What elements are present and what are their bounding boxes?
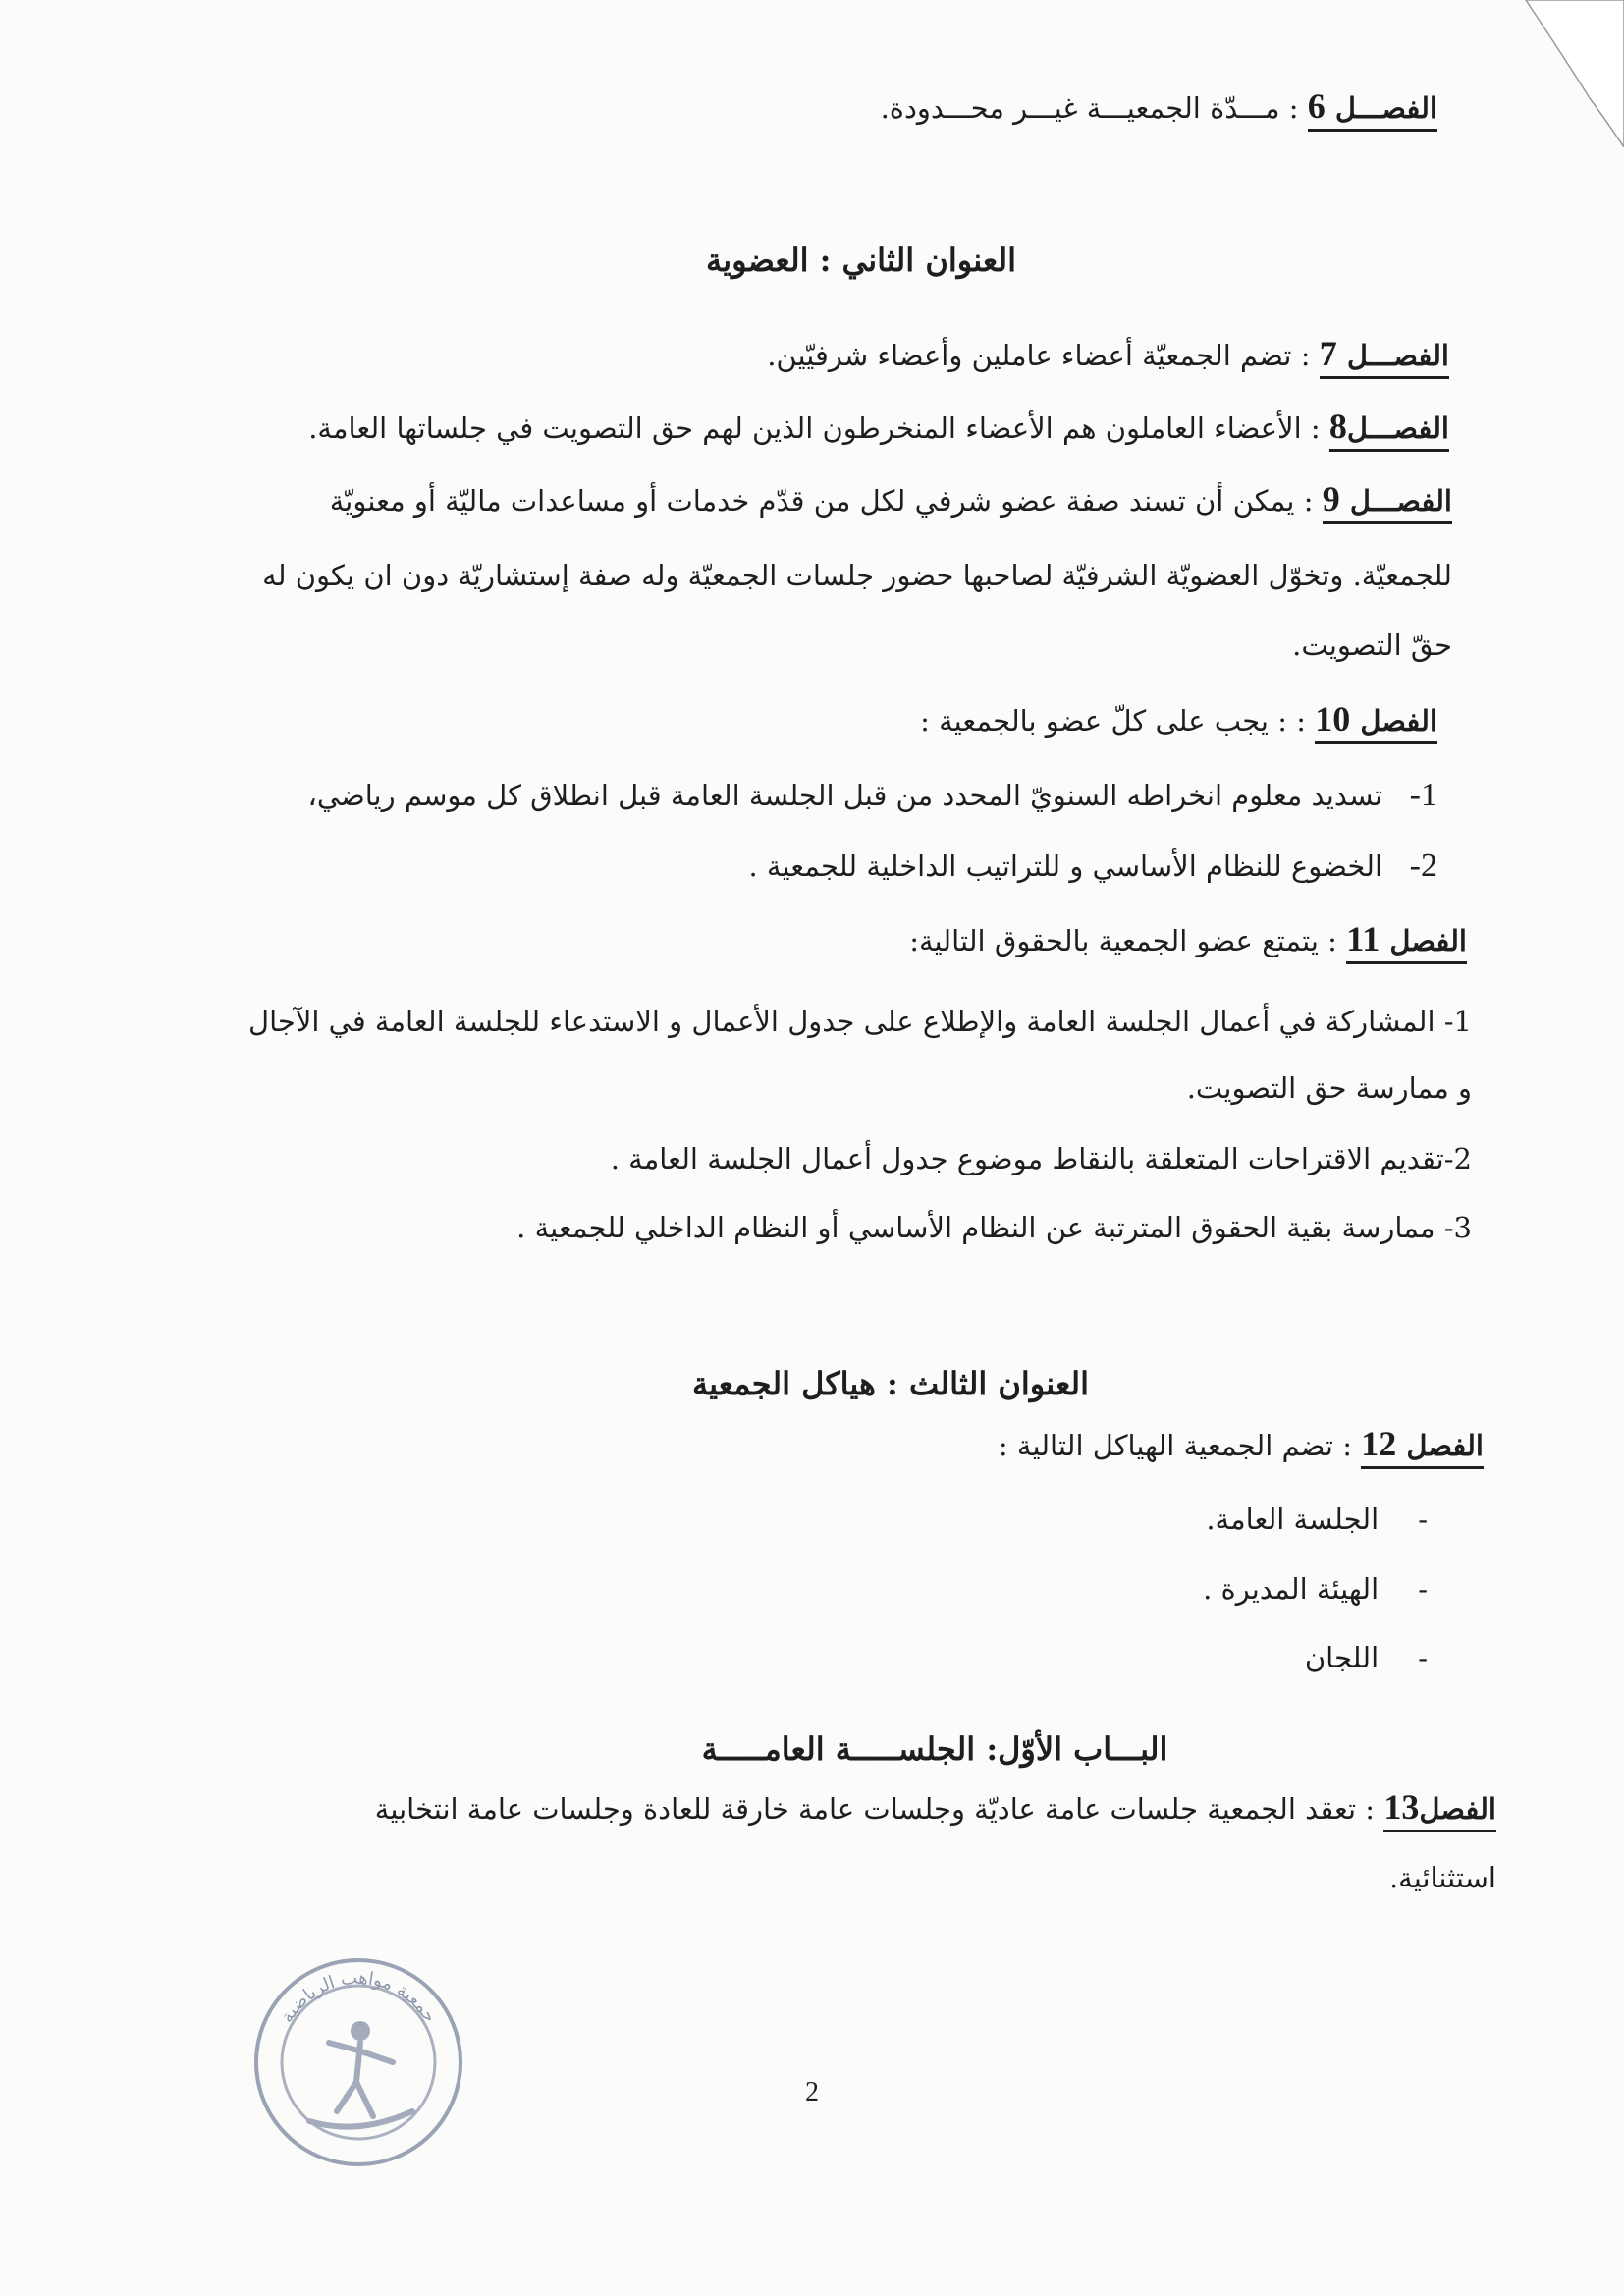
section-title-membership: العنوان الثاني : العضوية bbox=[706, 242, 1016, 279]
article-text: : الأعضاء العاملون هم الأعضاء المنخرطون الذين لهم حق التصويت في جلساتها العامة. bbox=[308, 411, 1321, 445]
article-13-line-2: استثنائية. bbox=[1388, 1861, 1496, 1894]
association-stamp bbox=[250, 1954, 466, 2170]
article-label: الفصل 11 bbox=[1346, 924, 1467, 964]
article-13-line-1 bbox=[375, 1787, 1496, 1829]
article-8 bbox=[308, 407, 1449, 448]
article-11 bbox=[909, 919, 1467, 960]
article-text: : : يجب على كلّ عضو بالجمعية : bbox=[920, 704, 1306, 738]
article-9-line-3: حقّ التصويت. bbox=[1292, 629, 1452, 662]
article-text: : تضم الجمعية الهياكل التالية : bbox=[998, 1429, 1352, 1462]
stamp-text: جمعية مواهب الرياضية bbox=[276, 1967, 441, 2027]
article-11-item-2: 2-تقديم الاقتراحات المتعلقة بالنقاط موضوع جدول أعمال الجلسة العامة . bbox=[610, 1142, 1472, 1175]
article-12-item: -الهيئة المديرة . bbox=[1203, 1572, 1428, 1606]
article-text: : مـــدّة الجمعيـــة غيـــر محـــدودة. bbox=[880, 91, 1299, 125]
article-10-item-1: 1- تسديد معلوم انخراطه السنويّ المحدد من قبل الجلسة العامة قبل انطلاق كل موسم رياضي، bbox=[307, 777, 1437, 813]
article-text: : تضم الجمعيّة أعضاء عاملين وأعضاء شرفيّين. bbox=[767, 339, 1311, 372]
page-number: 2 bbox=[805, 2077, 819, 2107]
article-6 bbox=[881, 86, 1437, 128]
section-title-structures: العنوان الثالث : هياكل الجمعية bbox=[691, 1365, 1090, 1402]
article-label: الفصل 12 bbox=[1361, 1429, 1484, 1469]
article-text: : يتمتع عضو الجمعية بالحقوق التالية: bbox=[909, 924, 1337, 957]
karate-figure-icon bbox=[309, 2021, 412, 2127]
article-text: : تعقد الجمعية جلسات عامة عاديّة وجلسات عامة خارقة للعادة وجلسات عامة انتخابية bbox=[374, 1792, 1376, 1826]
article-12-item: -الجلسة العامة. bbox=[1206, 1503, 1428, 1536]
article-11-item-1a: 1- المشاركة في أعمال الجلسة العامة والإطلاع على جدول الأعمال و الاستدعاء للجلسة العامة في الآجال bbox=[248, 1005, 1472, 1038]
article-label: الفصل13 bbox=[1383, 1792, 1496, 1832]
article-11-item-3: 3- ممارسة بقية الحقوق المترتبة عن النظام الأساسي أو النظام الداخلي للجمعية . bbox=[516, 1211, 1472, 1244]
article-label: الفصـــل 6 bbox=[1308, 91, 1437, 132]
article-label: الفصـــل 9 bbox=[1323, 484, 1452, 524]
article-label: الفصل 10 bbox=[1315, 704, 1437, 744]
article-label: الفصـــل8 bbox=[1329, 411, 1449, 452]
article-12-item: -اللجان bbox=[1304, 1641, 1428, 1674]
article-12 bbox=[999, 1424, 1484, 1465]
article-text: : يمكن أن تسند صفة عضو شرفي لكل من قدّم خدمات أو مساعدات ماليّة أو معنويّة bbox=[329, 484, 1314, 518]
article-10 bbox=[920, 699, 1437, 740]
article-9-line-2: للجمعيّة. وتخوّل العضويّة الشرفيّة لصاحبها حضور جلسات الجمعيّة وله صفة إستشاريّة دون ان يكون له bbox=[262, 559, 1452, 592]
article-9-line-1 bbox=[330, 479, 1452, 520]
article-11-item-1b: و ممارسة حق التصويت. bbox=[1186, 1071, 1472, 1105]
article-7 bbox=[767, 334, 1449, 375]
article-10-item-2: 2- الخضوع للنظام الأساسي و للتراتيب الداخلية للجمعية . bbox=[748, 847, 1437, 884]
article-label: الفصـــل 7 bbox=[1320, 339, 1449, 379]
chapter-title: البـــاب الأوّل: الجلســـــة العامـــــة bbox=[701, 1730, 1168, 1768]
folded-corner bbox=[1506, 0, 1624, 147]
